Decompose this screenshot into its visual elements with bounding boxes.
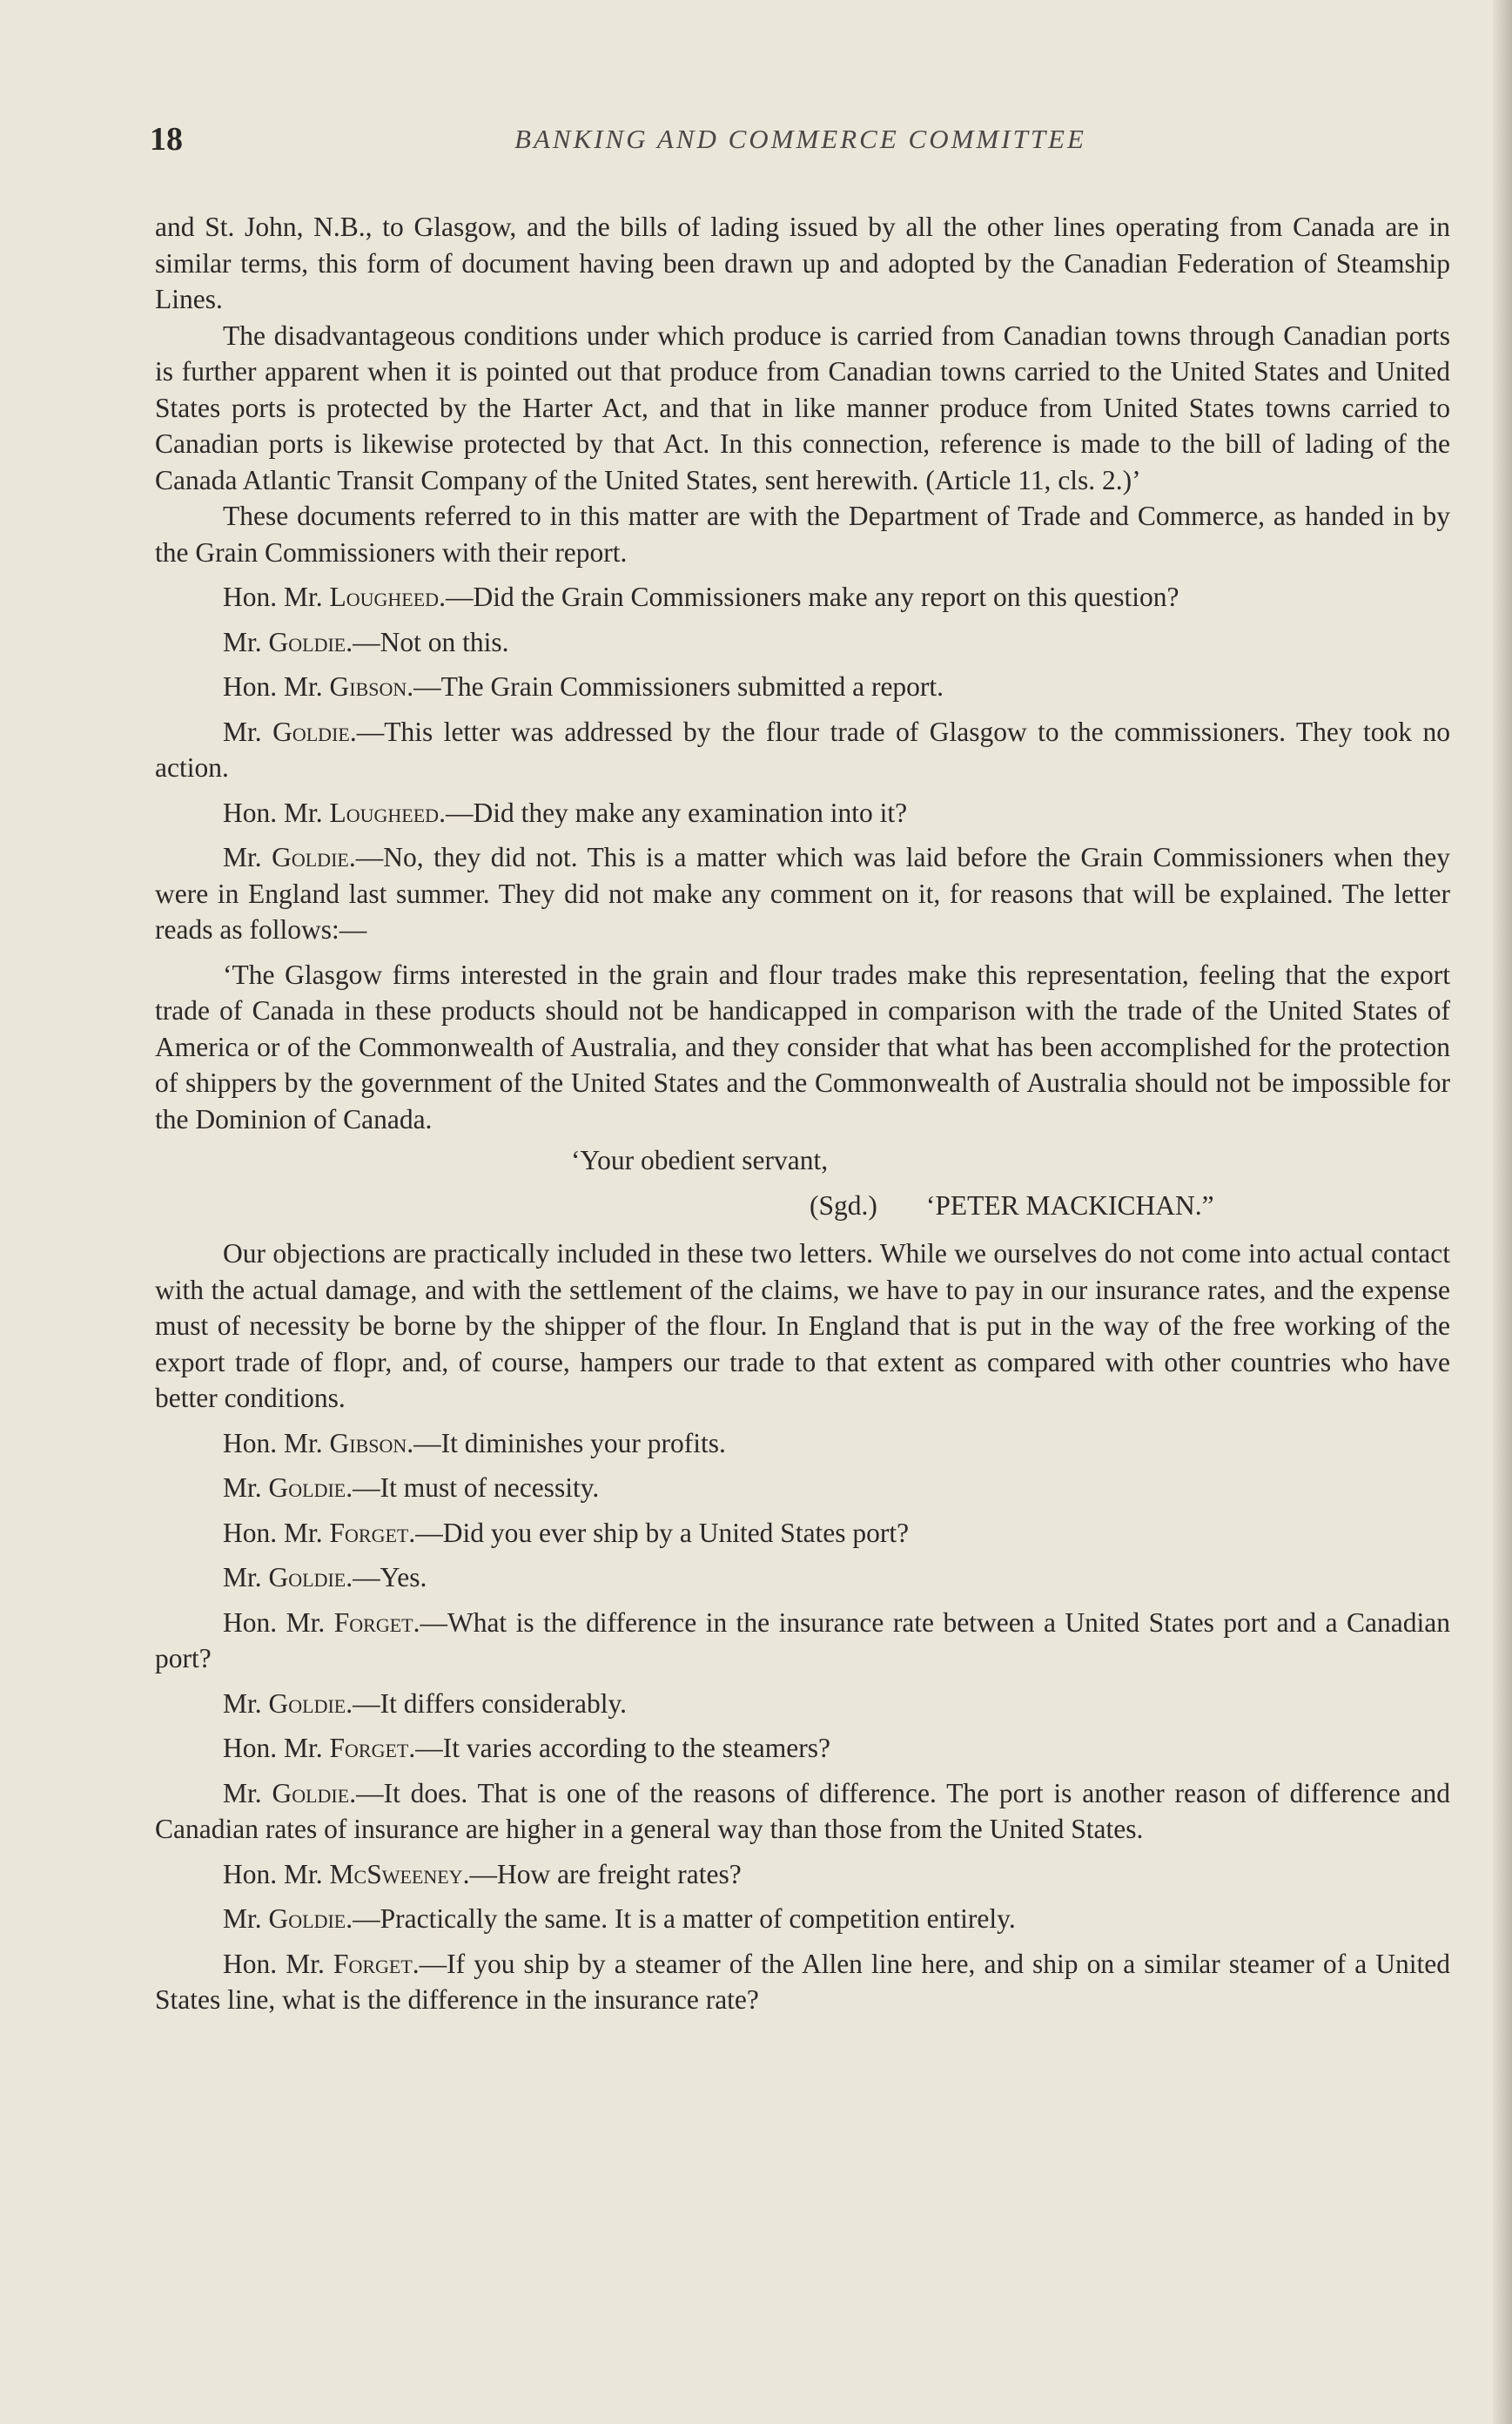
- speaker-name: Goldie: [268, 1687, 346, 1719]
- page-header: [150, 120, 1451, 164]
- speaker-title: Mr.: [223, 626, 269, 657]
- speaker-title: Mr.: [223, 1562, 269, 1592]
- page-edge-shadow: [1493, 0, 1512, 2424]
- speaker-title: Hon. Mr.: [223, 582, 330, 612]
- signoff-signature: [155, 1188, 1450, 1224]
- speaker-name: Gibson: [329, 671, 407, 702]
- body-paragraph: Our objections are practically included in these two letters. While we ourselves do not come into actual contact with the actual damage, and with the settlement of the claims, we have to pay in our insurance rates, and the expense must of necessity be borne by the shipper of the flour. In England that is put in the way of the free working of the export trade of flopr, and, of course, hampers our trade to that extent as compared with other countries who have better conditions.: [155, 1238, 1450, 1413]
- speaker-title: Hon. Mr.: [223, 797, 330, 828]
- speaker-title: Mr.: [223, 1472, 269, 1503]
- speaker-name: Goldie: [272, 1777, 350, 1808]
- speaker-title: Hon. Mr.: [223, 1427, 330, 1458]
- speaker-name: Lougheed: [329, 582, 440, 612]
- paragraphs-after-signoff: [155, 1236, 1450, 2018]
- speaker-title: Mr.: [223, 1687, 269, 1719]
- text-body: [155, 209, 1450, 2018]
- speaker-title: Hon. Mr.: [223, 1858, 330, 1889]
- dialogue-paragraph: [155, 1605, 1450, 1677]
- speaker-name: Forget: [333, 1948, 413, 1979]
- speech-text: .—How are freight rates?: [462, 1858, 742, 1889]
- body-paragraph: and St. John, N.B., to Glasgow, and the bills of lading issued by all the other lines operating from Canada are in similar terms, this form of document having been drawn up and adopted by the Canadian Federation of Steamship Lines.: [155, 212, 1450, 314]
- speaker-name: Goldie: [272, 842, 349, 872]
- dialogue-paragraph: [155, 1946, 1450, 2018]
- signoff-closing: ‘Your obedient servant,: [571, 1145, 829, 1175]
- dialogue-paragraph: [155, 1901, 1450, 1937]
- speaker-name: Goldie: [268, 1903, 346, 1934]
- signoff-name: ‘PETER MACKICHAN.”: [925, 1189, 1214, 1221]
- body-paragraph: ‘The Glasgow firms interested in the grain and flour trades make this representation, feeling that the export trade of Canada in these products should not be handicapped in comparison with the trade of the United States of America or of the Commonwealth of Australia, and they consider that what has been accomplished for the protection of shippers by the government of the United States and the Commonwealth of Australia should not be impossible for the Dominion of Canada.: [155, 959, 1450, 1135]
- speech-text: .—It differs considerably.: [346, 1687, 628, 1719]
- speaker-name: Forget: [329, 1517, 409, 1548]
- dialogue-paragraph: [155, 1470, 1450, 1506]
- speaker-name: Goldie: [268, 1472, 346, 1503]
- speech-text: .—Yes.: [346, 1562, 427, 1592]
- speaker-name: Goldie: [268, 626, 346, 657]
- dialogue-paragraph: [155, 714, 1450, 786]
- speaker-title: Hon. Mr.: [223, 1733, 330, 1763]
- page-number: 18: [150, 121, 183, 158]
- speaker-name: Goldie: [268, 1562, 346, 1592]
- paragraphs-before-signoff: [155, 209, 1450, 1137]
- signoff-sgd: (Sgd.): [810, 1189, 877, 1221]
- speech-text: .—Did they make any examination into it?: [439, 797, 908, 828]
- speaker-title: Mr.: [223, 716, 273, 747]
- speech-text: .—What is the difference in the insurance rate between a United States port and a Canadian port?: [155, 1606, 1450, 1673]
- speaker-name: Forget: [329, 1733, 409, 1763]
- dialogue-paragraph: [155, 579, 1450, 616]
- speaker-title: Hon. Mr.: [223, 1517, 330, 1548]
- speech-text: .—It must of necessity.: [346, 1472, 600, 1503]
- dialogue-paragraph: [155, 1730, 1450, 1767]
- speaker-name: Goldie: [272, 716, 350, 747]
- speaker-title: Mr.: [223, 1903, 269, 1934]
- body-paragraph: The disadvantageous conditions under which produce is carried from Canadian towns through Canadian ports is further apparent when it is pointed out that produce from Canadian towns carried to the United States and United States ports is protected by the Harter Act, and that in like manner produce from United States towns carried to Canadian ports is likewise protected by that Act. In this connection, reference is made to the bill of lading of the Canada Atlantic Transit Company of the United States, sent herewith. (Article 11, cls. 2.)’: [155, 320, 1450, 495]
- speech-text: .—The Grain Commissioners submitted a report.: [407, 671, 944, 702]
- speech-text: .—Did the Grain Commissioners make any report on this question?: [439, 582, 1179, 612]
- speech-text: .—No, they did not. This is a matter which was laid before the Grain Commissioners when they were in England last summer. They did not make any comment on it, for reasons that will be explained. The letter reads as follows:—: [155, 842, 1450, 945]
- speaker-name: Gibson: [329, 1427, 407, 1458]
- speech-text: .—Practically the same. It is a matter of competition entirely.: [346, 1903, 1016, 1934]
- speech-text: .—If you ship by a steamer of the Allen line here, and ship on a similar steamer of a United States line, what is the difference in the insurance rate?: [155, 1948, 1450, 2015]
- speech-text: .—It does. That is one of the reasons of difference. The port is another reason of difference and Canadian rates of insurance are higher in a general way than those from the United States.: [155, 1777, 1450, 1844]
- dialogue-paragraph: [155, 795, 1450, 832]
- dialogue-paragraph: [155, 839, 1450, 948]
- dialogue-paragraph: [155, 669, 1450, 705]
- dialogue-paragraph: [155, 1559, 1450, 1596]
- speech-text: .—It varies according to the steamers?: [408, 1733, 830, 1763]
- speaker-title: Mr.: [223, 1777, 272, 1808]
- speech-text: .—Not on this.: [346, 626, 509, 657]
- speaker-name: Forget: [333, 1606, 413, 1638]
- speaker-title: Hon. Mr.: [223, 1606, 334, 1638]
- dialogue-paragraph: [155, 1856, 1450, 1893]
- running-head: BANKING AND COMMERCE COMMITTEE: [514, 124, 1086, 154]
- speech-text: .—This letter was addressed by the flour trade of Glasgow to the commissioners. They took no action.: [155, 716, 1450, 783]
- dialogue-paragraph: [155, 1425, 1450, 1462]
- dialogue-paragraph: [155, 1775, 1450, 1848]
- speaker-title: Hon. Mr.: [223, 1948, 333, 1979]
- dialogue-paragraph: [155, 1686, 1450, 1722]
- speech-text: .—Did you ever ship by a United States port?: [408, 1517, 910, 1548]
- speech-text: .—It diminishes your profits.: [407, 1427, 726, 1458]
- dialogue-paragraph: [155, 1515, 1450, 1552]
- speaker-name: McSweeney: [329, 1858, 463, 1889]
- dialogue-paragraph: [155, 624, 1450, 661]
- body-paragraph: These documents referred to in this matter are with the Department of Trade and Commerce, as handed in by the Grain Commissioners with their report.: [155, 501, 1450, 568]
- speaker-name: Lougheed: [329, 797, 440, 828]
- speaker-title: Hon. Mr.: [223, 671, 330, 702]
- speaker-title: Mr.: [223, 842, 272, 872]
